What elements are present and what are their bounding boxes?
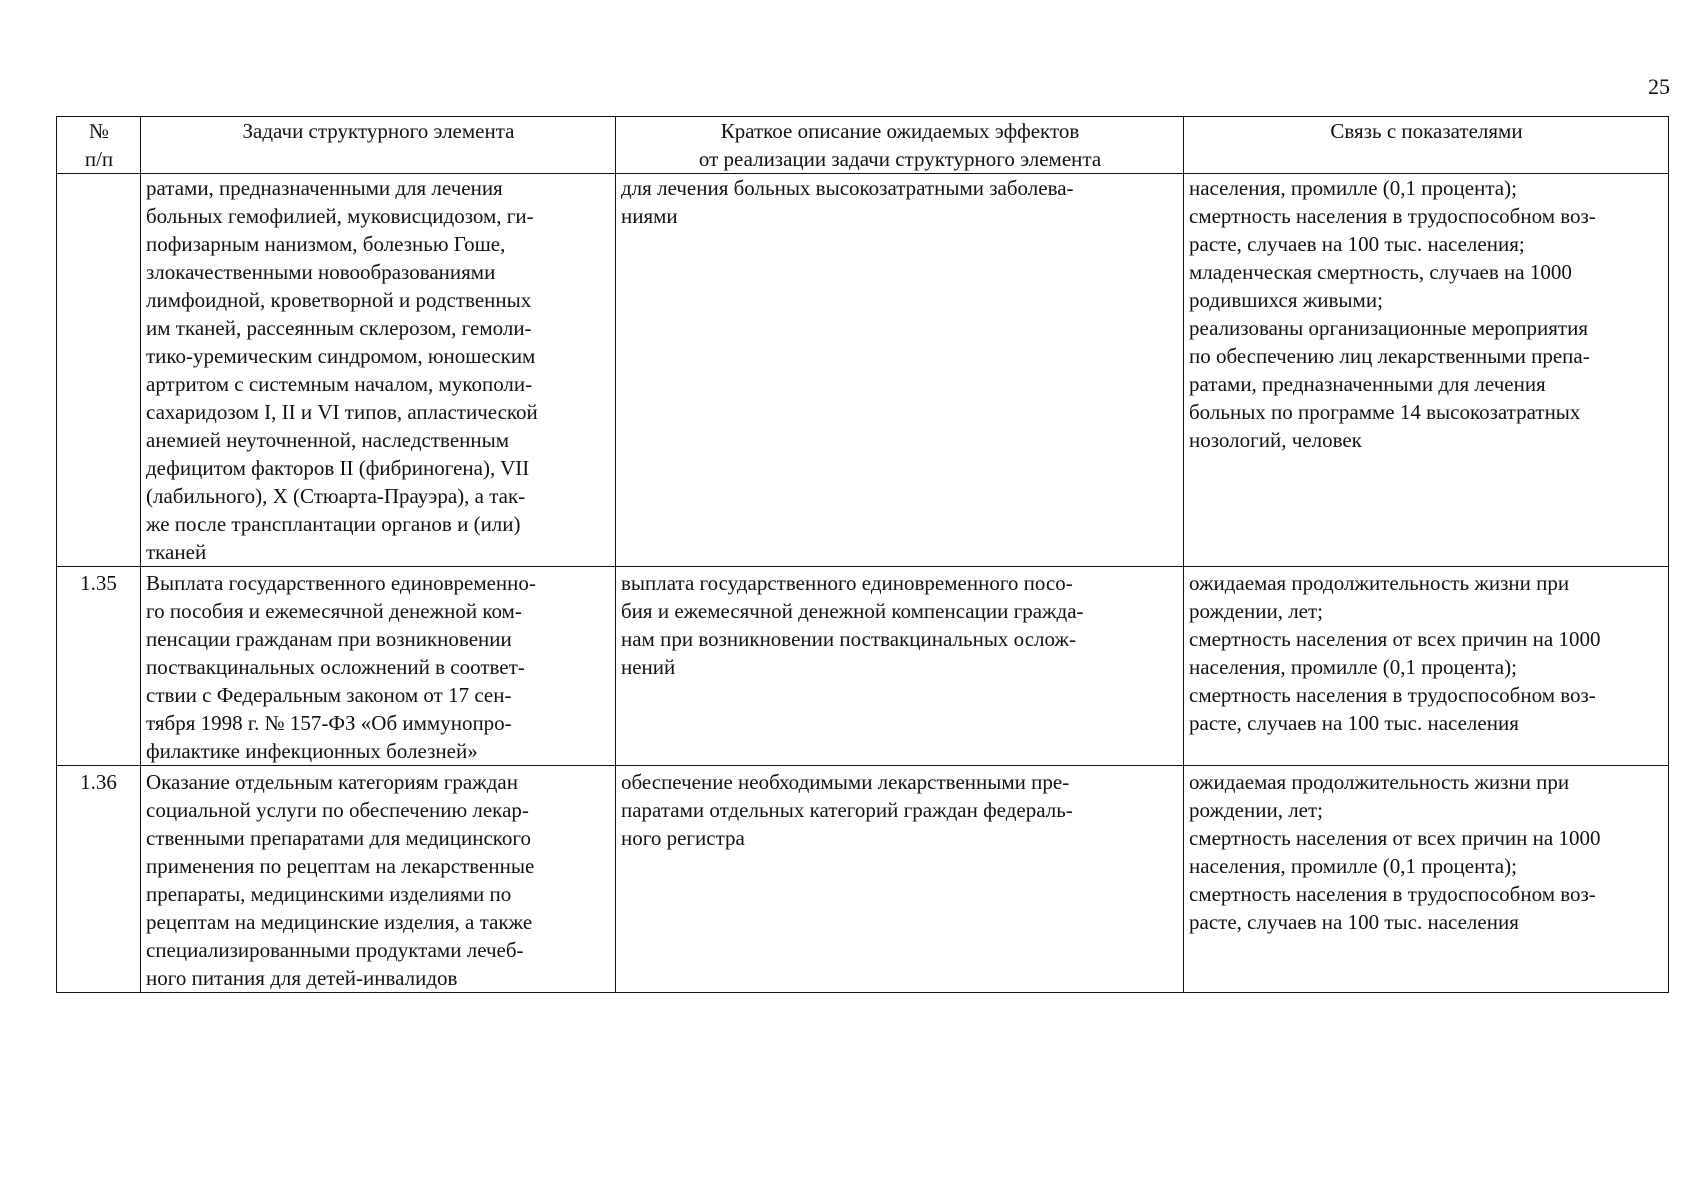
row-indicators: ожидаемая продолжительность жизни при рождении, лет; смертность населения от всех причин на 1000 населения, промилле (0,1 процента); смертность населения в трудоспособном воз- расте, случаев на 100 тыс. населения [1184, 766, 1669, 993]
table-row [57, 766, 1669, 993]
row-number: 1.36 [57, 766, 141, 993]
row-indicators: ожидаемая продолжительность жизни при рождении, лет; смертность населения от всех причин на 1000 населения, промилле (0,1 процента); смертность населения в трудоспособном воз- расте, случаев на 100 тыс. населения [1184, 567, 1669, 766]
header-effect: Краткое описание ожидаемых эффектов от реализации задачи структурного элемента [616, 117, 1184, 174]
row-effect: выплата государственного единовременного посо- бия и ежемесячной денежной компенсации гражда- нам при возникновении поствакцинальных ослож- нений [616, 567, 1184, 766]
row-effect: обеспечение необходимыми лекарственными пре- паратами отдельных категорий граждан федераль- ного регистра [616, 766, 1184, 993]
row-effect: для лечения больных высокозатратными заболева- ниями [616, 174, 1184, 567]
row-indicators: населения, промилле (0,1 процента); смертность населения в трудоспособном воз- расте, случаев на 100 тыс. населения; младенческая смертность, случаев на 1000 родившихся живыми; реализованы организационные мероприятия по обеспечению лиц лекарственными препа- ратами, предназначенными для лечения больных по программе 14 высокозатратных нозологий, человек [1184, 174, 1669, 567]
row-number: 1.35 [57, 567, 141, 766]
row-number [57, 174, 141, 567]
header-indicators: Связь с показателями [1184, 117, 1669, 174]
row-task: Оказание отдельным категориям граждан социальной услуги по обеспечению лекар- ственными препаратами для медицинского применения по рецептам на лекарственные препараты, медицинскими изделиями по рецептам на медицинские изделия, а также специализированными продуктами лечеб- ного питания для детей-инвалидов [141, 766, 616, 993]
table-body [57, 174, 1669, 993]
row-task: Выплата государственного единовременно- го пособия и ежемесячной денежной ком- пенсации гражданам при возникновении поствакцинальных осложнений в соответ- ствии с Федеральным законом от 17 сен- тября 1998 г. № 157-ФЗ «Об иммунопро- филактике инфекционных болезней» [141, 567, 616, 766]
header-task: Задачи структурного элемента [141, 117, 616, 174]
table-row [57, 174, 1669, 567]
program-table [56, 116, 1669, 993]
table-header [57, 117, 1669, 174]
table-row [57, 567, 1669, 766]
header-row [57, 117, 1669, 174]
row-task: ратами, предназначенными для лечения больных гемофилией, муковисцидозом, ги- пофизарным нанизмом, болезнью Гоше, злокачественными новообразованиями лимфоидной, кроветворной и родственных им тканей, рассеянным склерозом, гемоли- тико-уремическим синдромом, юношеским артритом с системным началом, мукополи- сахаридозом I, II и VI типов, апластической анемией неуточненной, наследственным дефицитом факторов II (фибриногена), VII (лабильного), X (Стюарта-Прауэра), а так- же после трансплантации органов и (или) тканей [141, 174, 616, 567]
header-number: № п/п [57, 117, 141, 174]
page-number: 25 [1648, 74, 1670, 99]
